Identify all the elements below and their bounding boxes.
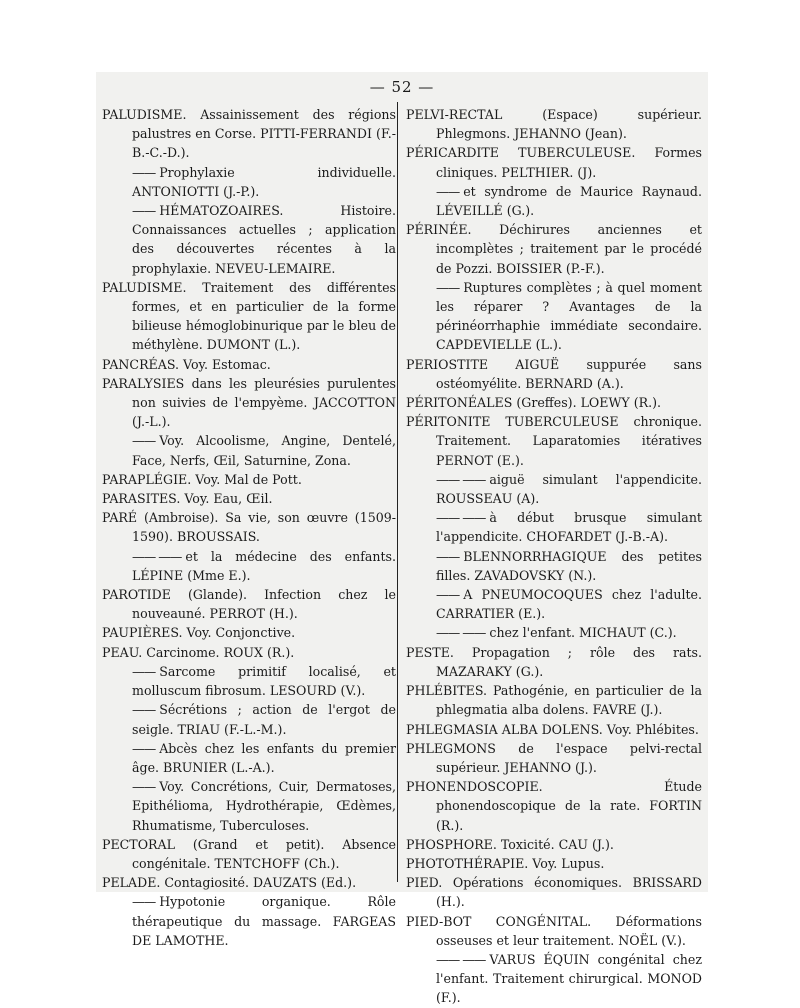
- index-entry: [102, 739, 396, 777]
- index-entry: [102, 508, 396, 546]
- ditto-dash: ——: [132, 894, 156, 910]
- entry-text: PAROTIDE (Glande). Infection chez le nouveauné. PERROT (H.).: [102, 587, 396, 622]
- index-entry: [102, 355, 396, 374]
- entry-text: PHOSPHORE. Toxicité. CAU (J.).: [406, 836, 614, 852]
- ditto-dash: ——: [132, 779, 156, 795]
- ditto-dash: ——: [436, 587, 460, 603]
- entry-text: HÉMATOZOAIRES. Histoire. Connaissances actuelles ; application des découvertes récentes à la prophylaxie. NEVEU-LEMAIRE.: [132, 203, 396, 276]
- index-entry: [406, 182, 702, 220]
- page-number: — 52 —: [369, 78, 435, 96]
- ditto-dash: ——: [132, 164, 156, 180]
- index-entry: [406, 623, 702, 642]
- entry-text: Abcès chez les enfants du premier âge. BRUNIER (L.-A.).: [132, 740, 396, 775]
- index-entry: [102, 547, 396, 585]
- entry-text: PHOTOTHÉRAPIE. Voy. Lupus.: [406, 855, 605, 871]
- entry-text: Sécrétions ; action de l'ergot de seigle. TRIAU (F.-L.-M.).: [132, 702, 396, 737]
- index-entry: [102, 585, 396, 623]
- entry-text: PÉRICARDITE TUBERCULEUSE. Formes cliniques. PELTHIER. (J).: [406, 145, 702, 180]
- entry-text: PARALYSIES dans les pleurésies purulentes non suivies de l'empyème. JACCOTTON (J.-L.).: [102, 375, 396, 430]
- entry-text: Ruptures complètes ; à quel moment les réparer ? Avantages de la périnéorrhaphie immédiate secondaire. CAPDEVIELLE (L.).: [436, 279, 702, 353]
- index-entry: [406, 777, 702, 835]
- index-entry: [102, 201, 396, 278]
- index-entry: [406, 393, 702, 412]
- entry-text: PALUDISME. Assainissement des régions palustres en Corse. PITTI-FERRANDI (F.-B.-C.-D.).: [102, 107, 396, 161]
- entry-text: PANCRÉAS. Voy. Estomac.: [102, 356, 271, 372]
- column-divider: [397, 102, 398, 882]
- index-entry: [406, 681, 702, 719]
- ditto-dash: —— ——: [436, 951, 486, 967]
- index-entry: [102, 431, 396, 469]
- index-entry: [406, 739, 702, 777]
- entry-text: PEAU. Carcinome. ROUX (R.).: [102, 644, 295, 660]
- index-entry: [102, 623, 396, 642]
- index-entry: [102, 105, 396, 163]
- entry-text: PHONENDOSCOPIE. Étude phonendoscopique de la rate. FORTIN (R.).: [406, 779, 702, 833]
- entry-text: PIED-BOT CONGÉNITAL. Déformations osseuses et leur traitement. NOËL (V.).: [406, 913, 702, 948]
- left-column: [102, 105, 396, 950]
- entry-text: PIED. Opérations économiques. BRISSARD (H.).: [406, 875, 702, 910]
- ditto-dash: ——: [132, 702, 156, 718]
- entry-text: et syndrome de Maurice Raynaud. LÉVEILLÉ (G.).: [436, 183, 702, 219]
- entry-text: VARUS ÉQUIN congénital chez l'enfant. Traitement chirurgical. MONOD (F.).: [436, 951, 702, 1006]
- index-entry: [102, 643, 396, 662]
- entry-text: PARÉ (Ambroise). Sa vie, son œuvre (1509-1590). BROUSSAIS.: [102, 510, 396, 545]
- index-entry: [102, 835, 396, 873]
- entry-text: PALUDISME. Traitement des différentes formes, et en particulier de la forme bilieuse hémoglobinurique par le bleu de méthylène. DUMONT (L.).: [102, 279, 396, 353]
- index-entry: [406, 873, 702, 911]
- index-entry: [406, 105, 702, 143]
- index-entry: [406, 912, 702, 950]
- entry-text: à début brusque simulant l'appendicite. CHOFARDET (J.-B.-A).: [436, 510, 702, 545]
- index-entry: [102, 374, 396, 432]
- entry-text: PHLEGMONS de l'espace pelvi-rectal supérieur. JEHANNO (J.).: [406, 740, 702, 775]
- entry-text: PELVI-RECTAL (Espace) supérieur. Phlegmons. JEHANNO (Jean).: [406, 107, 702, 142]
- document-page: [96, 72, 708, 1006]
- ditto-dash: ——: [132, 433, 156, 449]
- entry-text: aiguë simulant l'appendicite. ROUSSEAU (A).: [436, 471, 702, 507]
- index-entry: [406, 470, 702, 508]
- index-entry: [406, 643, 702, 681]
- index-entry: [406, 720, 702, 739]
- entry-text: PARAPLÉGIE. Voy. Mal de Pott.: [102, 471, 302, 487]
- entry-text: PECTORAL (Grand et petit). Absence congénitale. TENTCHOFF (Ch.).: [102, 836, 396, 871]
- index-entry: [406, 854, 702, 873]
- ditto-dash: ——: [436, 279, 460, 295]
- entry-text: BLENNORRHAGIQUE des petites filles. ZAVADOVSKY (N.).: [436, 548, 702, 583]
- entry-text: Voy. Concrétions, Cuir, Dermatoses, Epithélioma, Hydrothérapie, Œdèmes, Rhumatisme, Tuberculoses.: [132, 779, 396, 833]
- index-entry: [406, 585, 702, 623]
- ditto-dash: ——: [132, 740, 156, 756]
- index-entry: [406, 143, 702, 181]
- ditto-dash: —— ——: [436, 510, 486, 526]
- entry-text: chez l'enfant. MICHAUT (C.).: [489, 625, 677, 641]
- entry-text: A PNEUMOCOQUES chez l'adulte. CARRATIER (E.).: [436, 587, 702, 622]
- ditto-dash: ——: [132, 203, 156, 219]
- index-entry: [406, 508, 702, 546]
- entry-text: PÉRITONITE TUBERCULEUSE chronique. Traitement. Laparatomies itératives PERNOT (E.).: [406, 414, 702, 468]
- index-entry: [102, 163, 396, 201]
- entry-text: Voy. Alcoolisme, Angine, Dentelé, Face, Nerfs, Œil, Saturnine, Zona.: [132, 433, 396, 468]
- entry-text: Prophylaxie individuelle. ANTONIOTTI (J.-P.).: [132, 164, 396, 199]
- ditto-dash: —— ——: [132, 548, 182, 564]
- index-entry: [102, 278, 396, 355]
- index-entry: [406, 355, 702, 393]
- ditto-dash: —— ——: [436, 625, 486, 641]
- index-entry: [102, 470, 396, 489]
- entry-text: PÉRITONÉALES (Greffes). LOEWY (R.).: [406, 395, 662, 411]
- index-entry: [102, 489, 396, 508]
- entry-text: et la médecine des enfants. LÉPINE (Mme E.).: [132, 548, 396, 583]
- entry-text: PARASITES. Voy. Eau, Œil.: [102, 491, 273, 507]
- index-entry: [406, 220, 702, 278]
- index-entry: [406, 278, 702, 355]
- index-entry: [102, 662, 396, 700]
- index-entry: [406, 950, 702, 1008]
- index-entry: [102, 892, 396, 950]
- ditto-dash: ——: [436, 183, 460, 199]
- entry-text: PAUPIÈRES. Voy. Conjonctive.: [102, 625, 296, 641]
- index-entry: [102, 873, 396, 892]
- index-entry: [406, 835, 702, 854]
- entry-text: Sarcome primitif localisé, et molluscum fibrosum. LESOURD (V.).: [132, 663, 396, 699]
- entry-text: PHLÉBITES. Pathogénie, en particulier de la phlegmatia alba dolens. FAVRE (J.).: [406, 683, 702, 718]
- ditto-dash: ——: [132, 663, 156, 679]
- index-entry: [102, 700, 396, 738]
- index-entry: [102, 777, 396, 835]
- entry-text: Hypotonie organique. Rôle thérapeutique du massage. FARGEAS DE LAMOTHE.: [132, 894, 396, 948]
- index-entry: [406, 412, 702, 470]
- ditto-dash: ——: [436, 548, 460, 564]
- entry-text: PELADE. Contagiosité. DAUZATS (Ed.).: [102, 875, 357, 891]
- ditto-dash: —— ——: [436, 471, 486, 487]
- index-entry: [406, 547, 702, 585]
- entry-text: PHLEGMASIA ALBA DOLENS. Voy. Phlébites.: [406, 721, 699, 737]
- entry-text: PERIOSTITE AIGUË suppurée sans ostéomyélite. BERNARD (A.).: [406, 356, 702, 391]
- entry-text: PESTE. Propagation ; rôle des rats. MAZARAKY (G.).: [406, 644, 702, 679]
- entry-text: PÉRINÉE. Déchirures anciennes et incomplètes ; traitement par le procédé de Pozzi. BOISSIER (P.-F.).: [406, 222, 702, 276]
- right-column: [406, 105, 702, 1008]
